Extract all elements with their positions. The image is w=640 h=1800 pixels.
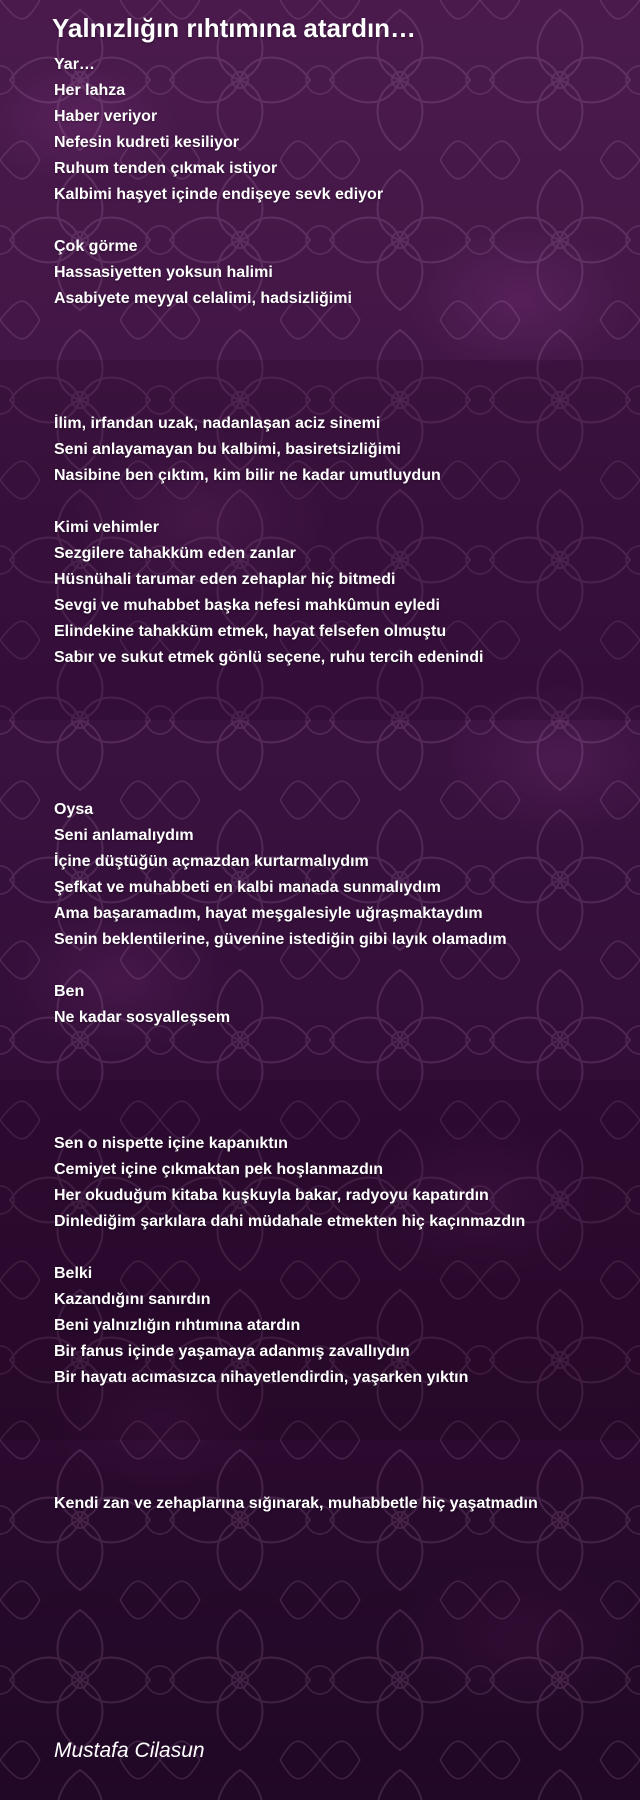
poem-line: Nasibine ben çıktım, kim bilir ne kadar umutluydun [54, 467, 441, 484]
poem-line: Kazandığını sanırdın [54, 1291, 211, 1308]
poem-title: Yalnızlığın rıhtımına atardın… [52, 13, 417, 43]
poem-author: Mustafa Cilasun [54, 1739, 205, 1762]
poem-line: Yar… [54, 56, 95, 73]
poem-line: Seni anlayamayan bu kalbimi, basiretsizliğimi [54, 441, 401, 458]
poem-line: Bir fanus içinde yaşamaya adanmış zavallıydın [54, 1343, 410, 1360]
poem-line: Ruhum tenden çıkmak istiyor [54, 160, 278, 177]
poem-line: Hüsnühali tarumar eden zehaplar hiç bitmedi [54, 571, 396, 588]
poem-line: Beni yalnızlığın rıhtımına atardın [54, 1317, 301, 1334]
poem-line: Her okuduğum kitaba kuşkuyla bakar, radyoyu kapatırdın [54, 1187, 489, 1204]
poem-line: Belki [54, 1265, 93, 1282]
poem-line: Elindekine tahakküm etmek, hayat felsefen olmuştu [54, 623, 447, 640]
poem-line: Asabiyete meyyal celalimi, hadsizliğimi [54, 290, 352, 307]
poem-line: Dinlediğim şarkılara dahi müdahale etmekten hiç kaçınmazdın [54, 1213, 526, 1230]
poem-line: Her lahza [54, 82, 126, 99]
poem-line: Ne kadar sosyalleşsem [54, 1009, 231, 1026]
poem-line: Nefesin kudreti kesiliyor [54, 134, 239, 151]
poem-line: Seni anlamalıydım [54, 827, 194, 844]
poem-line: Ama başaramadım, hayat meşgalesiyle uğraşmaktaydım [54, 905, 483, 922]
poem-line: Sen o nispette içine kapanıktın [54, 1135, 288, 1152]
poem-line: Şefkat ve muhabbeti en kalbi manada sunmalıydım [54, 879, 441, 896]
poem-line: İlim, irfandan uzak, nadanlaşan aciz sinemi [54, 415, 381, 432]
poem-line: Kendi zan ve zehaplarına sığınarak, muhabbetle hiç yaşatmadın [54, 1495, 538, 1512]
poem-line: Kimi vehimler [54, 519, 159, 536]
poem-line: Kalbimi haşyet içinde endişeye sevk ediyor [54, 186, 384, 203]
poem-line: Sevgi ve muhabbet başka nefesi mahkûmun eyledi [54, 597, 440, 614]
poem-line: Sabır ve sukut etmek gönlü seçene, ruhu tercih edenindi [54, 649, 484, 666]
poem-line: Ben [54, 983, 85, 1000]
poem-line: Oysa [54, 801, 94, 818]
poem-line: Senin beklentilerine, güvenine istediğin gibi layık olamadım [54, 931, 507, 948]
poem-line: İçine düştüğün açmazdan kurtarmalıydım [54, 853, 369, 870]
poem-line: Sezgilere tahakküm eden zanlar [54, 545, 296, 562]
poem-line: Bir hayatı acımasızca nihayetlendirdin, yaşarken yıktın [54, 1369, 469, 1386]
poem-line: Çok görme [54, 238, 138, 255]
poem-line: Hassasiyetten yoksun halimi [54, 264, 273, 281]
poem-line: Cemiyet içine çıkmaktan pek hoşlanmazdın [54, 1161, 384, 1178]
poem-line: Haber veriyor [54, 108, 158, 125]
